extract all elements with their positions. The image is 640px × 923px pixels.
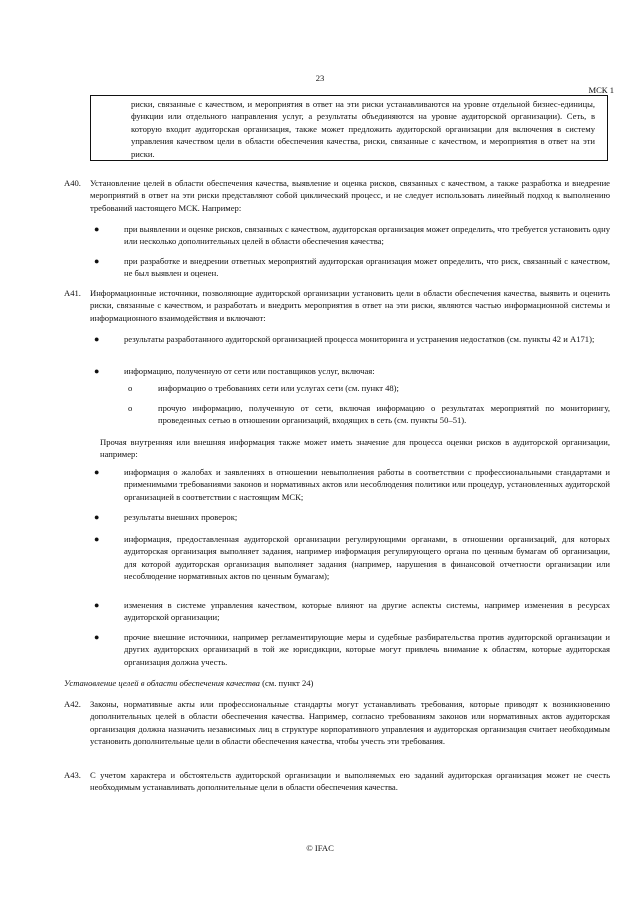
list-item-text: информация, предоставленная аудиторской организации регулирующими органами, в отношении организаций, для которых аудиторская организация выполняет задания, например информация регулирующего органа по ценным бумагам об организации, для которой аудиторская организация выполняет задания (например, нарушения в финансовой отчетности организации или несоблюдение нормативных актов по ценным бумагам); xyxy=(124,534,610,582)
other-info-paragraph: Прочая внутренняя или внешняя информация также может иметь значение для процесса оценки рисков в аудиторской организации, например: xyxy=(100,437,610,460)
paragraph-number: A43. xyxy=(64,770,81,780)
sub-list-item-text: информацию о требованиях сети или услугах сети (см. пункт 48); xyxy=(158,383,399,393)
paragraph-number: A41. xyxy=(64,288,81,298)
list-item-text: информацию, полученную от сети или поставщиков услуг, включая: xyxy=(124,366,375,376)
bullet-icon: ● xyxy=(94,632,100,642)
sub-list-item xyxy=(124,382,610,394)
bullet-icon: ● xyxy=(94,256,100,266)
list-item xyxy=(90,631,610,668)
bullet-icon: ● xyxy=(94,512,100,522)
circle-bullet-icon: o xyxy=(128,403,133,413)
paragraph-text: С учетом характера и обстоятельств аудиторской организации и выполняемых ею заданий аудиторская организация может не счесть необходимым устанавливать дополнительные цели в области обеспечения качества. xyxy=(90,770,610,793)
bullet-icon: ● xyxy=(94,600,100,610)
sub-list-item xyxy=(124,402,610,427)
list-item xyxy=(90,255,610,280)
section-heading xyxy=(64,677,313,689)
sub-list-item-text: прочую информацию, полученную от сети, включая информацию о результатах мероприятий по мониторингу, проведенных сетью в отношении организаций, входящих в сеть (см. пункты 50–51). xyxy=(158,403,610,426)
list-item-text: прочие внешние источники, например регламентирующие меры и судебные разбирательства против аудиторской организации и других аудиторских организаций в той же юрисдикции, которые могут привлечь внимание к областям, которые аудиторская организация должна учесть. xyxy=(124,632,610,667)
circle-bullet-icon: o xyxy=(128,383,133,393)
section-heading-title: Установление целей в области обеспечения качества xyxy=(64,678,260,688)
list-item-text: результаты разработанного аудиторской организацией процесса мониторинга и устранения недостатков (см. пункты 42 и А171); xyxy=(124,334,595,344)
paragraph-text: Информационные источники, позволяющие аудиторской организации установить цели в области обеспечения качества, выявить и оценить риски, связанные с качеством, и разработать и внедрить мероприятия в ответ на эти риски, являются частью информационной системы и информационного взаимодействия и включают: xyxy=(90,288,610,323)
list-item xyxy=(90,223,610,248)
bullet-icon: ● xyxy=(94,467,100,477)
list-item xyxy=(90,333,610,345)
paragraph-number: A42. xyxy=(64,699,81,709)
paragraph-a40 xyxy=(64,177,610,214)
bullet-icon: ● xyxy=(94,366,100,376)
list-item xyxy=(90,533,610,583)
paragraph-number: A40. xyxy=(64,178,81,188)
list-item-text: информация о жалобах и заявлениях в отношении невыполнения работы в соответствии с профессиональными стандартами и применимыми требованиями законов и нормативных актов или несоблюдения политики или процедур, установленных аудиторской организацией в соответствии с настоящим МСК; xyxy=(124,467,610,502)
section-heading-ref: (см. пункт 24) xyxy=(259,678,314,688)
paragraph-a43 xyxy=(64,769,610,794)
list-item-text: при разработке и внедрении ответных мероприятий аудиторская организация может определить, что риск, связанный с качеством, не был выявлен и оценен. xyxy=(124,256,610,279)
paragraph-text: Законы, нормативные акты или профессиональные стандарты могут устанавливать требования, которые приводят к возникновению дополнительных целей в области обеспечения качества. Например, согласно требованиям законов или нормативных актов аудиторская организация должна назначить независимых лиц в структуре корпоративного управления и аудиторская организация считает необходимым установить дополнительные цели в области обеспечения качества, чтобы учесть эти требования. xyxy=(90,699,610,747)
bullet-icon: ● xyxy=(94,334,100,344)
bullet-icon: ● xyxy=(94,534,100,544)
list-item-text: изменения в системе управления качеством, которые влияют на другие аспекты системы, например изменения в ресурсах аудиторской организации; xyxy=(124,600,610,623)
paragraph-a41 xyxy=(64,287,610,324)
page-number: 23 xyxy=(315,73,325,83)
list-item-text: результаты внешних проверок; xyxy=(124,512,238,522)
paragraph-a42 xyxy=(64,698,610,748)
standard-id: МСК 1 xyxy=(588,85,614,95)
boxed-continuation-text: риски, связанные с качеством, и мероприятия в ответ на эти риски устанавливаются на уровне отдельной бизнес-единицы, функции или отдельного направления услуг, а результаты объединяются на уровне аудиторской организации). Сеть, в которую входит аудиторская организация, также может предложить аудиторской организации для включения в систему управления качеством цели в области обеспечения качества, риски, связанные с качеством, и мероприятия в ответ на эти риски. xyxy=(90,95,608,161)
list-item xyxy=(90,511,610,523)
paragraph-text: Установление целей в области обеспечения качества, выявление и оценка рисков, связанных с качеством, а также разработка и внедрение мероприятий в ответ на эти риски представляют собой циклический процесс, и не следует использовать линейный подход к выполнению требований настоящего МСК. Например: xyxy=(90,178,610,213)
list-item xyxy=(90,599,610,624)
list-item-text: при выявлении и оценке рисков, связанных с качеством, аудиторская организация может определить, что требуется установить одну или несколько дополнительных целей в области обеспечения качества; xyxy=(124,224,610,247)
list-item xyxy=(90,365,610,377)
copyright-footer: © IFAC xyxy=(306,843,334,853)
list-item xyxy=(90,466,610,503)
bullet-icon: ● xyxy=(94,224,100,234)
